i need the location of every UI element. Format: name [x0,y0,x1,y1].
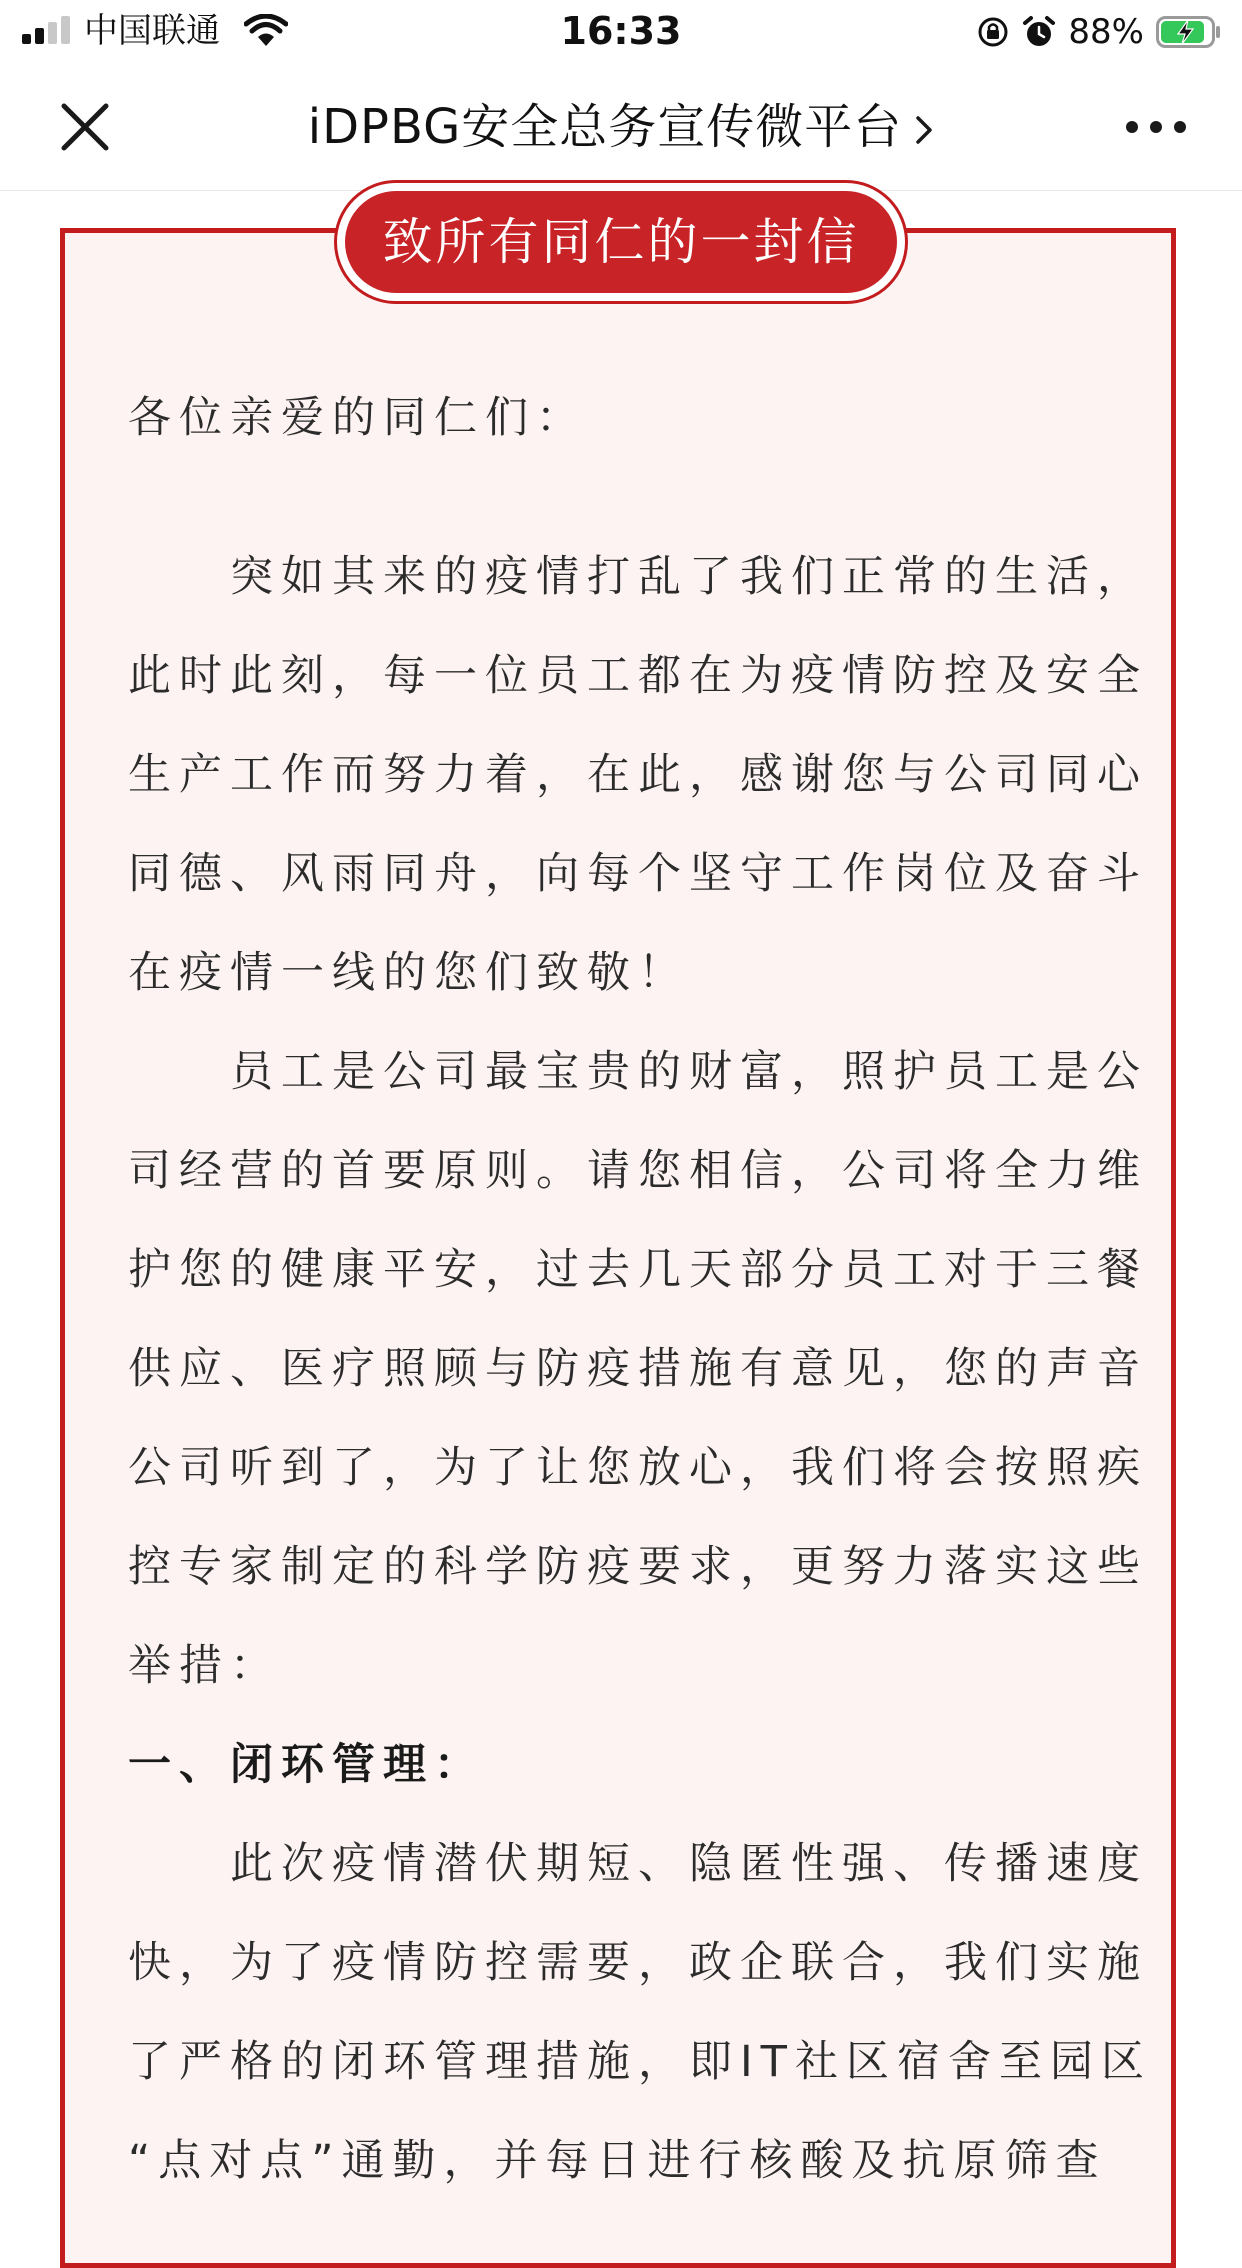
paragraph-line: 了严格的闭环管理措施，即IT社区宿舍至园区 [128,2037,1152,2087]
carrier-name: 中国联通 [84,11,220,51]
chevron-right-icon [914,115,934,145]
official-account-title-link[interactable] [0,94,1242,160]
battery-charging-icon [1156,16,1222,48]
paragraph-line: 生产工作而努力着，在此，感谢您与公司同心 [128,750,1148,800]
paragraph-line: “点对点”通勤，并每日进行核酸及抗原筛查 [128,2136,1107,2186]
orientation-lock-icon [976,15,1010,49]
paragraph-line: 突如其来的疫情打乱了我们正常的生活， [128,552,1148,602]
paragraph-line: 员工是公司最宝贵的财富，照护员工是公 [128,1047,1148,1097]
section-heading: 一、闭环管理： [128,1740,485,1790]
paragraph-line: 司经营的首要原则。请您相信，公司将全力维 [128,1146,1148,1196]
paragraph-line: 护您的健康平安，过去几天部分员工对于三餐 [128,1245,1148,1295]
nav-bar [0,64,1242,191]
greeting-line: 各位亲爱的同仁们： [128,393,587,443]
page-title: iDPBG安全总务宣传微平台 [307,99,903,155]
paragraph-line: 在疫情一线的您们致敬！ [128,948,689,998]
paragraph-line: 此时此刻，每一位员工都在为疫情防控及安全 [128,651,1148,701]
status-right-group [976,8,1222,56]
paragraph-line: 快，为了疫情防控需要，政企联合，我们实施 [128,1938,1148,1988]
paragraph-line: 此次疫情潜伏期短、隐匿性强、传播速度 [128,1839,1148,1889]
paragraph-line: 控专家制定的科学防疫要求，更努力落实这些 [128,1542,1148,1592]
clock: 16:33 [560,9,682,53]
paragraph-line: 公司听到了，为了让您放心，我们将会按照疾 [128,1443,1148,1493]
paragraph-line: 举措： [128,1641,281,1691]
letter-banner [334,180,908,304]
status-bar [0,0,1242,64]
battery-percent: 88% [1068,12,1144,52]
paragraph-line: 供应、医疗照顾与防疫措施有意见，您的声音 [128,1344,1148,1394]
paragraph-line: 同德、风雨同舟，向每个坚守工作岗位及奋斗 [128,849,1148,899]
more-icon[interactable] [1122,100,1190,154]
alarm-icon [1022,15,1056,49]
letter-banner-title: 致所有同仁的一封信 [345,191,897,293]
